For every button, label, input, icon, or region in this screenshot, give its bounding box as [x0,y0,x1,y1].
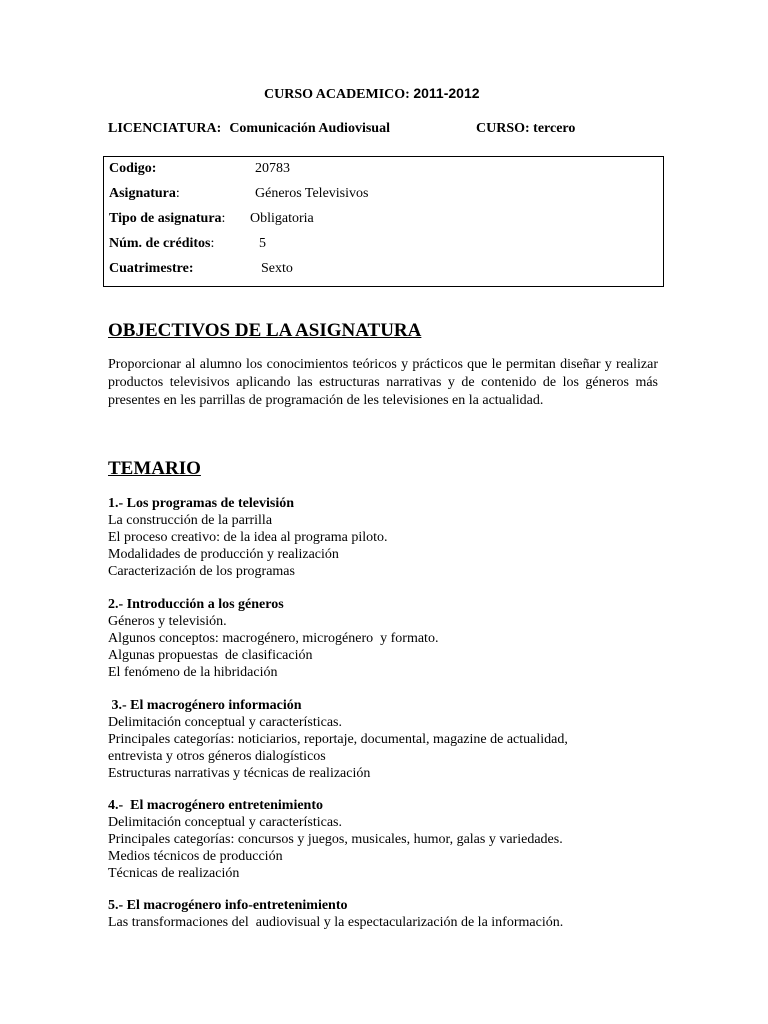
unit-line: entrevista y otros géneros dialogísticos [108,749,326,764]
unit-title: 1.- Los programas de televisión [108,496,295,511]
unit-line: Algunos conceptos: macrogénero, microgénero y formato. [108,631,439,646]
type-label-row [109,211,225,227]
credits-label: Núm. de créditos [109,236,211,251]
course-year-value: 2011-2012 [413,85,480,101]
objectives-paragraph: Proporcionar al alumno los conocimientos teóricos y prácticos que le permitan diseñar y realizar productos televisivos aplicando las estructuras narrativas y de contenido de los géneros más presentes en les parrillas de programación de les televisiones en la actualidad. [108,357,658,408]
credits-colon: : [210,236,215,251]
type-label: Tipo de asignatura [109,211,222,226]
unit-title: 4.- El macrogénero entretenimiento [108,798,324,813]
type-value: Obligatoria [250,211,314,226]
course-year-label: CURSO ACADEMICO: [264,87,414,102]
type-colon: : [221,211,226,226]
unit-title: 3.- El macrogénero información [108,698,302,713]
unit-line: La construcción de la parrilla [108,513,273,528]
degree-value: Comunicación Audiovisual [229,121,390,136]
unit-line: Delimitación conceptual y características. [108,815,343,830]
credits-label-row [109,236,214,252]
unit-line: Caracterización de los programas [108,564,295,579]
unit-line: El fenómeno de la hibridación [108,665,278,680]
unit-line: Delimitación conceptual y características. [108,715,343,730]
unit-line: El proceso creativo: de la idea al programa piloto. [108,530,388,545]
course-year-line [264,85,480,103]
code-label: Codigo: [109,161,157,176]
subject-value: Géneros Televisivos [255,186,369,201]
unit-line: Modalidades de producción y realización [108,547,339,562]
unit-title: 2.- Introducción a los géneros [108,597,284,612]
temario-unit-1 [108,495,668,580]
temario-unit-2 [108,596,668,681]
term-label: Cuatrimestre: [109,261,194,276]
subject-info-box [103,156,664,287]
unit-line: Medios técnicos de producción [108,849,283,864]
credits-value: 5 [259,236,266,251]
temario-heading: TEMARIO [108,458,201,479]
unit-line: Técnicas de realización [108,866,240,881]
unit-line: Algunas propuestas de clasificación [108,648,313,663]
code-value: 20783 [255,161,290,176]
term-value: Sexto [261,261,293,276]
course-level: CURSO: tercero [476,121,576,136]
subject-label-row [109,186,180,202]
temario-unit-4 [108,797,668,882]
unit-line: Géneros y televisión. [108,614,227,629]
unit-line: Principales categorías: noticiarios, reportaje, documental, magazine de actualidad, [108,732,568,747]
objectives-heading: OBJECTIVOS DE LA ASIGNATURA [108,320,422,341]
temario-unit-5 [108,897,668,931]
unit-line: Las transformaciones del audiovisual y la espectacularización de la información. [108,915,564,930]
temario-unit-3 [108,697,668,782]
degree-label: LICENCIATURA: [108,121,222,136]
subject-label: Asignatura [109,186,176,201]
subject-colon: : [175,186,180,201]
unit-line: Estructuras narrativas y técnicas de realización [108,766,371,781]
degree-line [108,121,390,137]
unit-title: 5.- El macrogénero info-entretenimiento [108,898,348,913]
unit-line: Principales categorías: concursos y juegos, musicales, humor, galas y variedades. [108,832,563,847]
